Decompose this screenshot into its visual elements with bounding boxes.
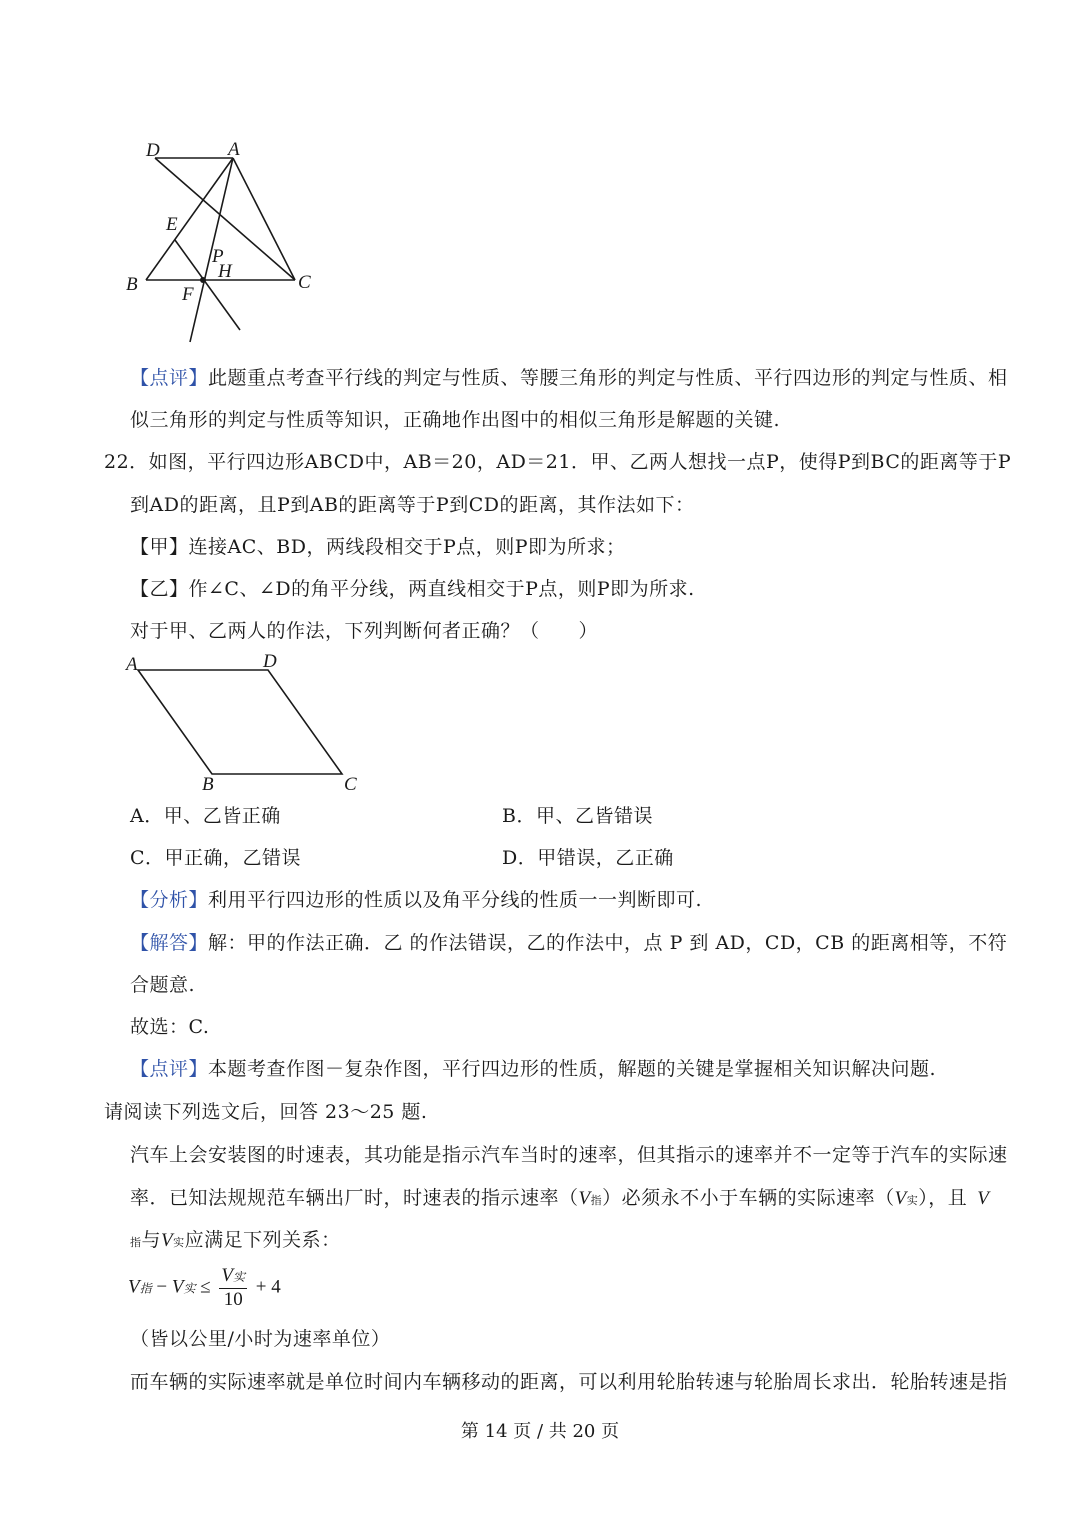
figure-parallelogram [120,648,370,798]
option-a: A．甲、乙皆正确 [130,805,281,827]
comment-2: 【点评】本题考查作图－复杂作图，平行四边形的性质，解题的关键是掌握相关知识解决问题. [130,1058,937,1080]
speed-formula: V指 − V实 ≤ $\frac{\text{V实}}{10}$ + 4 [128,1265,281,1310]
q22-stem-line2: 到AD的距离，且P到AB的距离等于P到CD的距离，其作法如下： [130,494,695,516]
answer-line1: 【解答】解：甲的作法正确．乙 的作法错误，乙的作法中，点 P 到 AD，CD，CB 的距离相等，不符 [130,932,1008,954]
unit-note: （皆以公里/小时为速率单位） [130,1328,391,1350]
comment-tag: 【点评】 [130,367,209,389]
option-c: C．甲正确，乙错误 [130,847,302,869]
label-p: P [212,246,224,267]
label-c: C [344,774,357,795]
label-a: A [228,139,240,160]
label-f: F [182,284,194,305]
option-d: D．甲错误，乙正确 [502,847,674,869]
parallelogram-abcd [138,670,342,774]
label-c: C [298,272,311,293]
figure-triangle [120,130,330,350]
reading-p1-line1: 汽车上会安装图的时速表，其功能是指示汽车当时的速率，但其指示的速率并不一定等于汽车的实际速 [130,1144,1008,1166]
q22-jia: 【甲】连接AC、BD，两线段相交于P点，则P即为所求； [130,536,626,558]
reading-p1-line2: 率．已知法规规范车辆出厂时，时速表的指示速率（V指）必须永不小于车辆的实际速率（V实），且 V [130,1187,990,1209]
q22-yi: 【乙】作∠C、∠D的角平分线，两直线相交于P点，则P即为所求. [130,578,695,600]
answer-line2: 合题意. [130,974,196,996]
comment-tag: 【点评】 [130,1058,209,1080]
q22-question: 对于甲、乙两人的作法，下列判断何者正确？（ ） [130,620,599,642]
answer-choice: 故选：C. [130,1016,210,1038]
comment-1-line1: 【点评】此题重点考查平行线的判定与性质、等腰三角形的判定与性质、平行四边形的判定与性质、相 [130,367,1008,389]
label-e: E [166,214,178,235]
reading-p1-line3: 指与V实应满足下列关系： [130,1229,341,1251]
segment-ac [233,158,295,280]
q22-stem-line1: 22．如图，平行四边形ABCD中，AB＝20，AD＝21．甲、乙两人想找一点P，使得P到BC的距离等于P [104,451,1012,473]
analysis-tag: 【分析】 [130,889,209,911]
reading-intro: 请阅读下列选文后，回答 23～25 题. [104,1101,428,1123]
label-d: D [146,140,160,161]
option-b: B．甲、乙皆错误 [502,805,653,827]
label-b: B [126,274,138,295]
label-h: H [218,261,232,282]
comment-1-line2: 似三角形的判定与性质等知识，正确地作出图中的相似三角形是解题的关键. [130,409,781,431]
analysis: 【分析】利用平行四边形的性质以及角平分线的性质一一判断即可. [130,889,703,911]
label-d: D [263,651,277,672]
label-a: A [126,654,138,675]
label-b: B [202,774,214,795]
page-footer: 第 14 页 / 共 20 页 [460,1421,620,1442]
answer-tag: 【解答】 [130,932,209,954]
formula-fraction: $\frac{\text{V实}}{10}$ [221,1265,246,1310]
reading-p2: 而车辆的实际速率就是单位时间内车辆移动的距离，可以利用轮胎转速与轮胎周长求出．轮胎转速是指 [130,1371,1008,1393]
point-f [200,277,206,283]
